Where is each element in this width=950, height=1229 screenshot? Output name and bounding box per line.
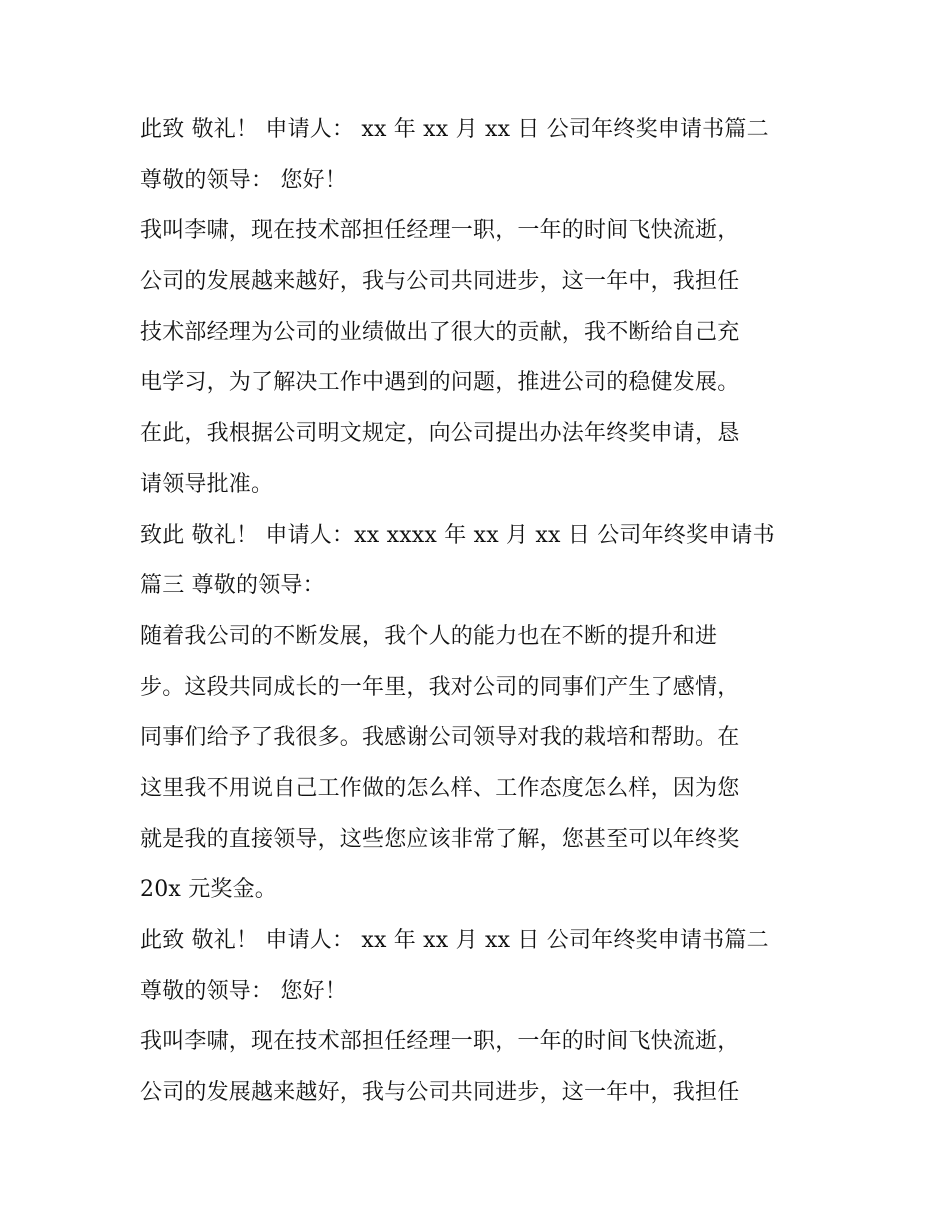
text-line: 尊敬的领导： 您好！ bbox=[140, 978, 347, 1004]
text-line: 尊敬的领导： 您好！ bbox=[140, 167, 347, 193]
text-line: 技术部经理为公司的业绩做出了很大的贡献，我不断给自己充 bbox=[140, 319, 740, 345]
text-line: 这里我不用说自己工作做的怎么样、工作态度怎么样，因为您 bbox=[140, 775, 740, 801]
text-line: 篇三 尊敬的领导： bbox=[140, 573, 325, 599]
text-line: 请领导批准。 bbox=[140, 471, 274, 497]
text-line: 在此，我根据公司明文规定，向公司提出办法年终奖申请，恳 bbox=[140, 421, 740, 447]
text-line: 致此 敬礼！ 申请人：xx xxxx 年 xx 月 xx 日 公司年终奖申请书 bbox=[140, 522, 775, 548]
text-line: 此致 敬礼！ 申请人： xx 年 xx 月 xx 日 公司年终奖申请书篇二 bbox=[140, 928, 769, 953]
text-line: 随着我公司的不断发展，我个人的能力也在不断的提升和进 bbox=[140, 623, 718, 649]
text-line: 就是我的直接领导，这些您应该非常了解，您甚至可以年终奖 bbox=[140, 826, 740, 852]
text-line: 电学习，为了解决工作中遇到的问题，推进公司的稳健发展。 bbox=[140, 370, 740, 396]
text-line: 我叫李啸，现在技术部担任经理一职，一年的时间飞快流逝， bbox=[140, 218, 740, 244]
document-body bbox=[140, 105, 820, 1119]
text-line: 此致 敬礼！ 申请人： xx 年 xx 月 xx 日 公司年终奖申请书篇二 bbox=[140, 117, 769, 142]
text-line: 20x 元奖金。 bbox=[140, 877, 277, 903]
text-line: 我叫李啸，现在技术部担任经理一职，一年的时间飞快流逝， bbox=[140, 1029, 740, 1055]
text-line: 公司的发展越来越好，我与公司共同进步，这一年中，我担任 bbox=[140, 269, 740, 295]
text-line: 公司的发展越来越好，我与公司共同进步，这一年中，我担任 bbox=[140, 1080, 740, 1106]
text-line: 步。这段共同成长的一年里，我对公司的同事们产生了感情， bbox=[140, 674, 740, 700]
text-line: 同事们给予了我很多。我感谢公司领导对我的栽培和帮助。在 bbox=[140, 725, 740, 751]
